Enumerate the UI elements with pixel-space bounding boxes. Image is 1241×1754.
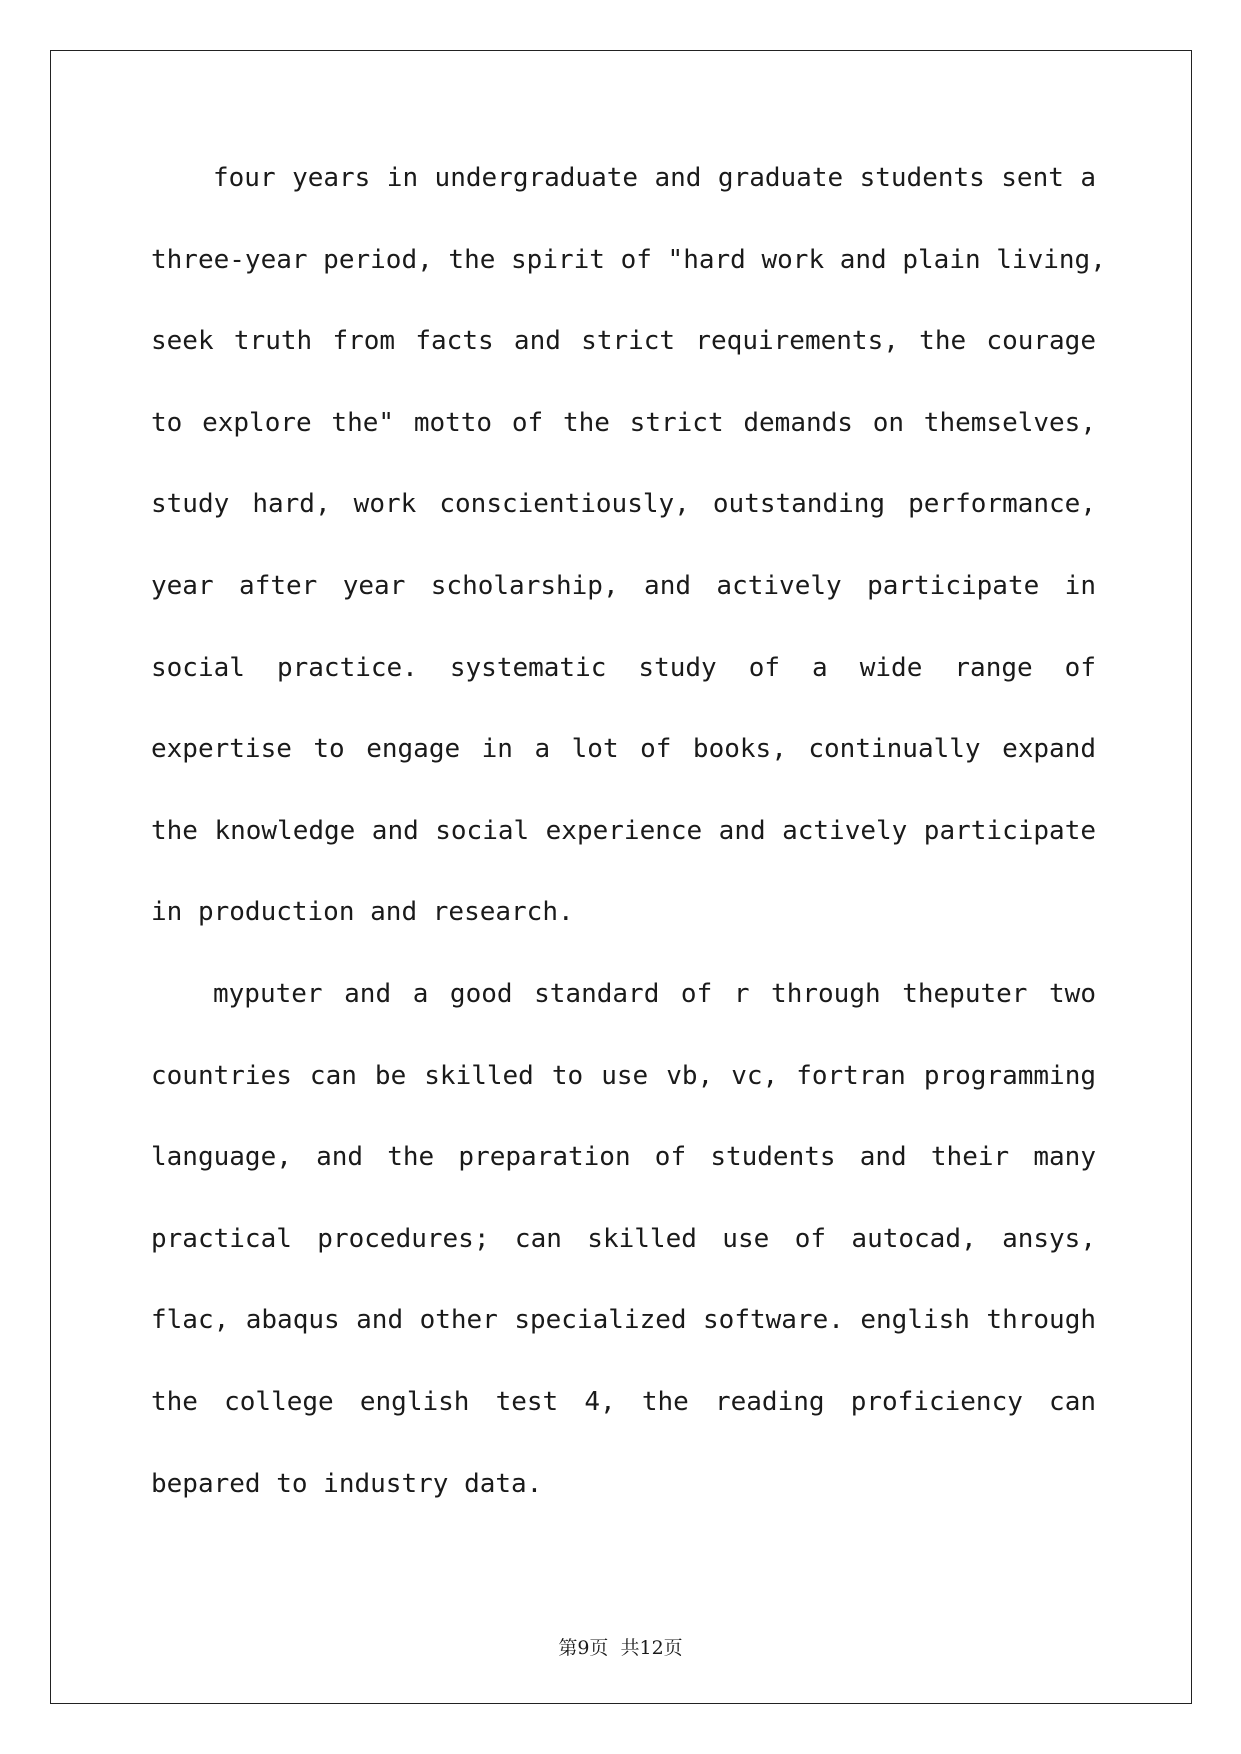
text-line: countries can be skilled to use vb, vc, fortran programming <box>151 1060 1096 1091</box>
text-line: expertise to engage in a lot of books, continually expand <box>151 734 1096 765</box>
text-line: the college english test 4, the reading proficiency can <box>151 1386 1096 1417</box>
text-line: the knowledge and social experience and actively participate <box>151 815 1096 846</box>
text-line: three-year period, the spirit of "hard work and plain living, <box>151 244 1106 275</box>
text-line: flac, abaqus and other specialized software. english through <box>151 1305 1096 1336</box>
text-line: seek truth from facts and strict requirements, the courage <box>151 326 1096 357</box>
text-line: bepared to industry data. <box>151 1468 543 1499</box>
text-line: to explore the" motto of the strict demands on themselves, <box>151 407 1096 438</box>
text-line: myputer and a good standard of r through theputer two <box>213 978 1096 1009</box>
text-line: year after year scholarship, and actively participate in <box>151 570 1096 601</box>
text-line: practical procedures; can skilled use of autocad, ansys, <box>151 1223 1096 1254</box>
document-body <box>151 163 1106 1552</box>
text-line: four years in undergraduate and graduate students sent a <box>213 163 1096 193</box>
text-line: study hard, work conscientiously, outstanding performance, <box>151 489 1096 520</box>
text-line: in production and research. <box>151 897 574 928</box>
text-line: social practice. systematic study of a wide range of <box>151 652 1096 683</box>
page-number-footer: 第9页 共12页 <box>558 1637 683 1659</box>
text-line: language, and the preparation of students and their many <box>151 1142 1096 1173</box>
